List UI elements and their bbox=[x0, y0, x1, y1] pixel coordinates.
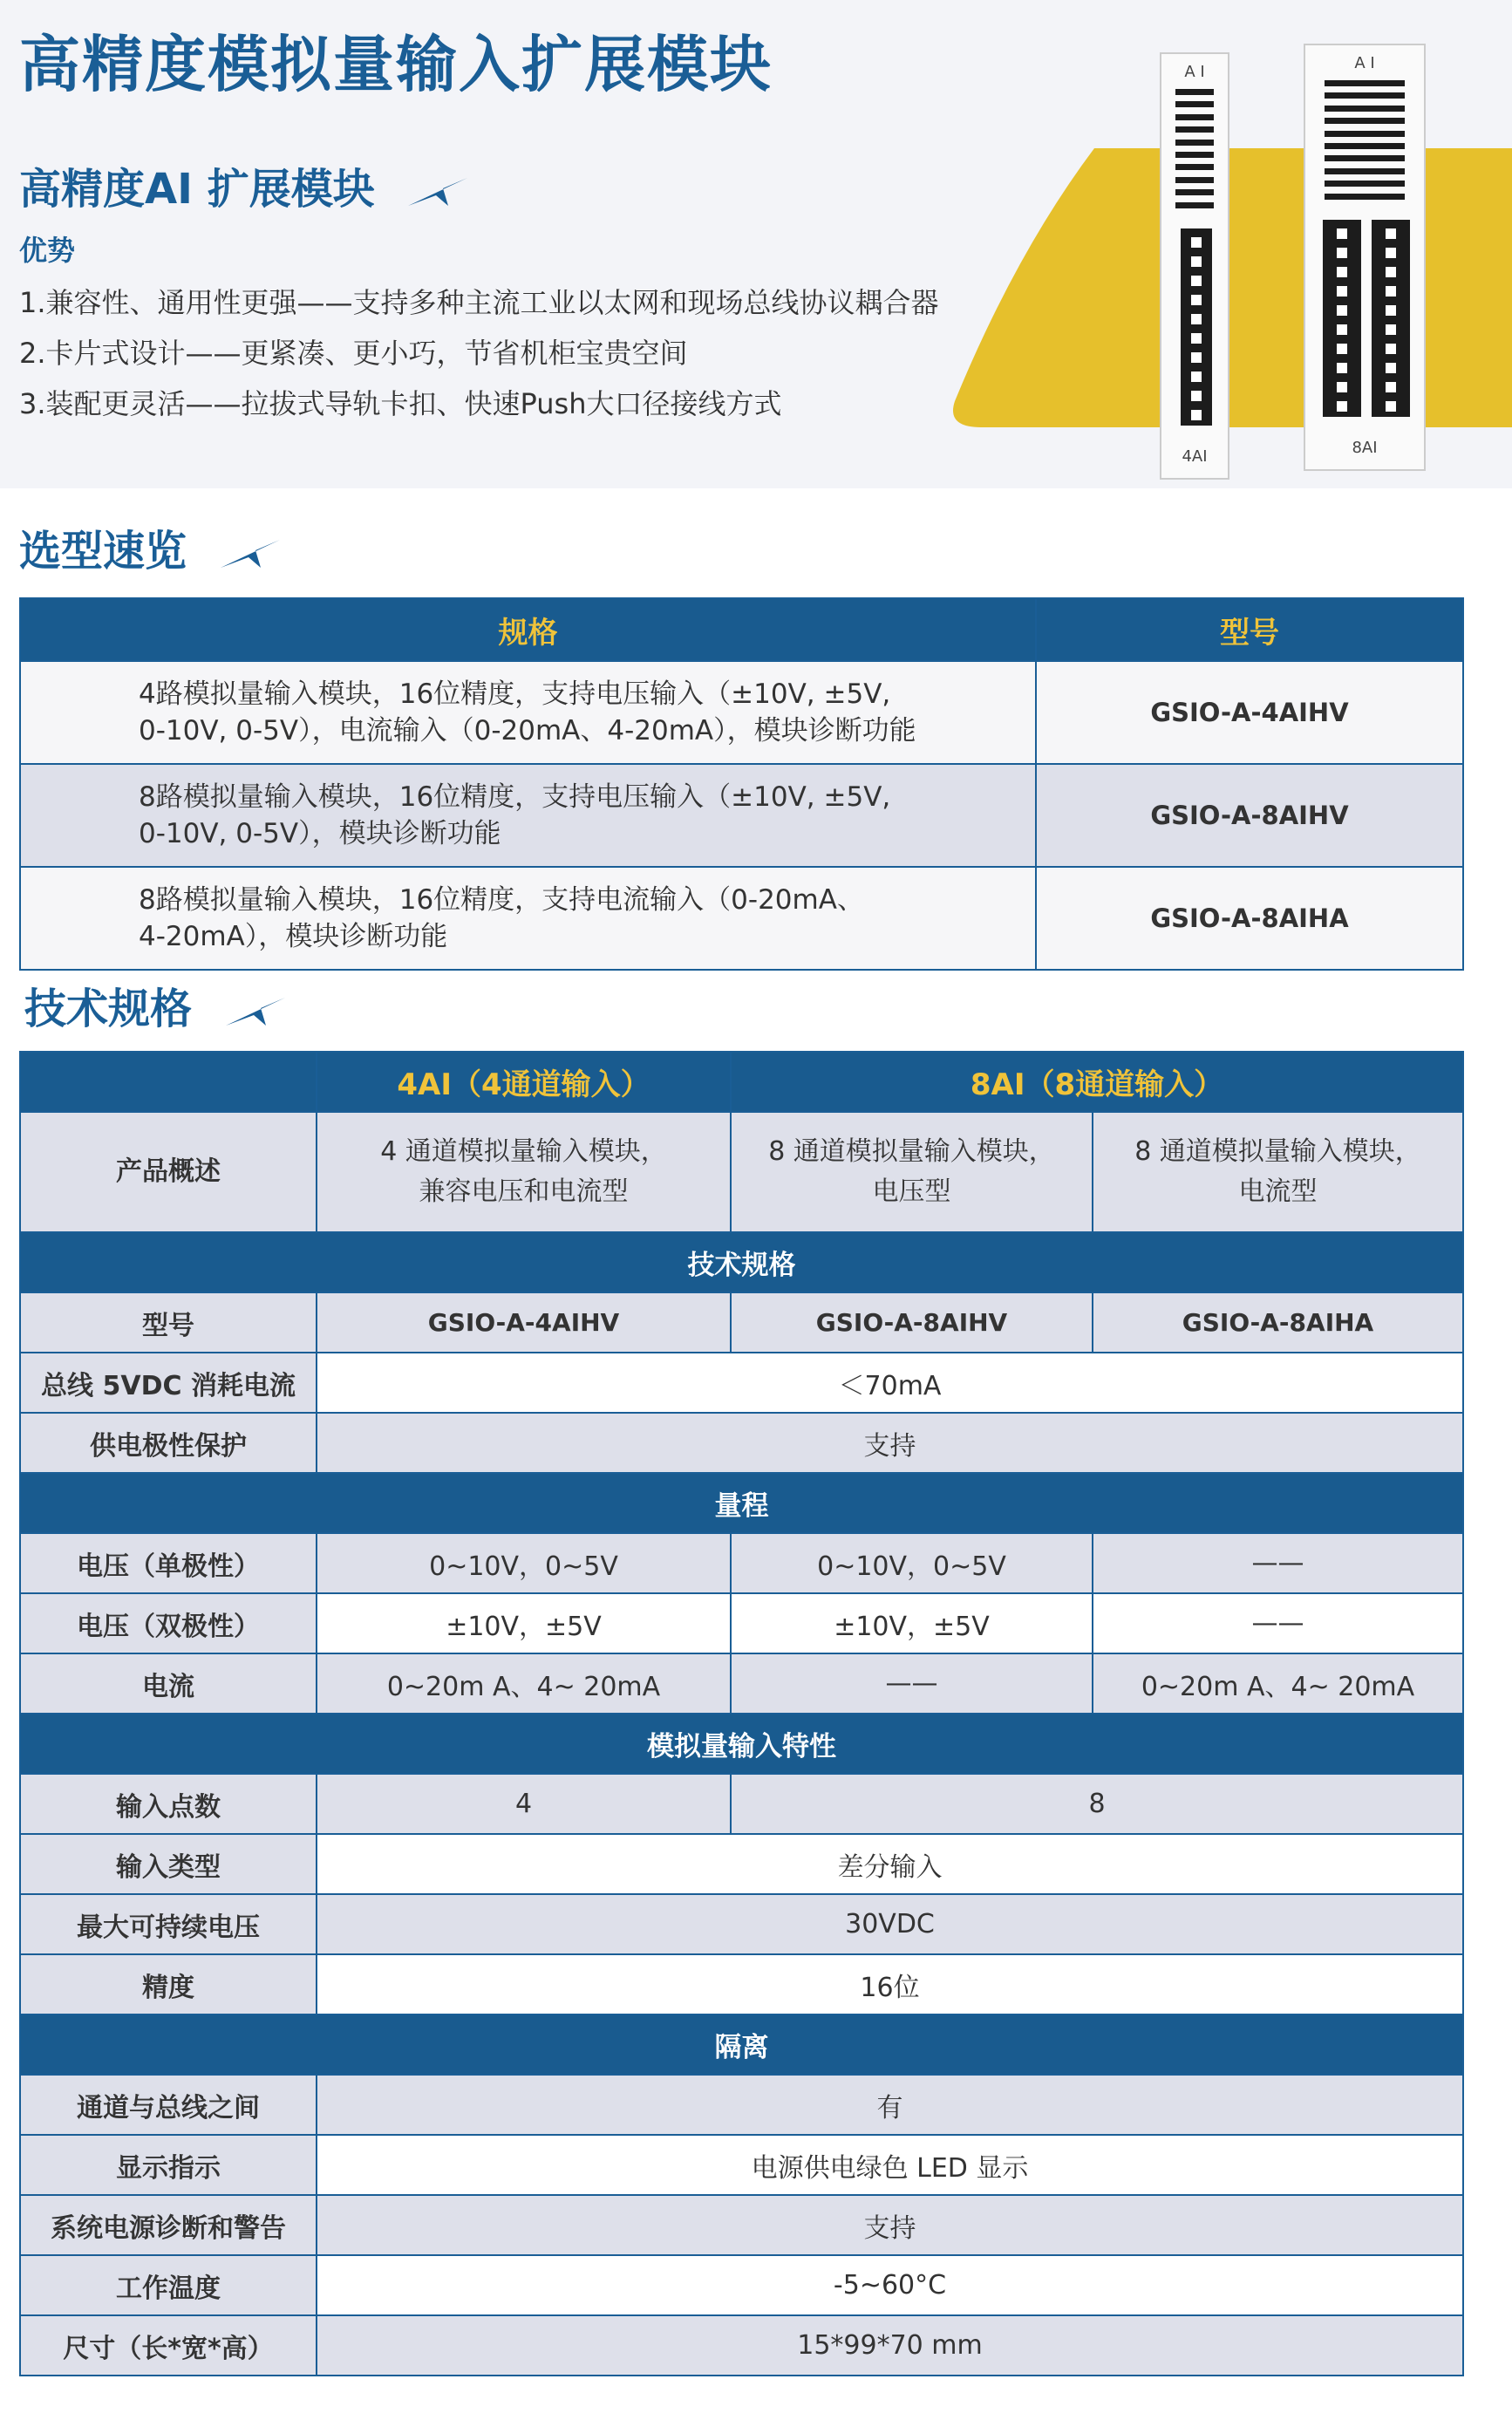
column-header-4ai: 4AI（4通道输入） bbox=[317, 1052, 731, 1112]
section-header-row bbox=[20, 1473, 1463, 1533]
tech-heading-text: 技术规格 bbox=[24, 985, 193, 1033]
table-row bbox=[20, 1894, 1463, 1954]
section-header-row bbox=[20, 1232, 1463, 1292]
section-header-row bbox=[20, 2014, 1463, 2075]
table-row bbox=[20, 1593, 1463, 1653]
module-header-label: A I bbox=[1354, 54, 1375, 72]
terminal-block bbox=[1372, 220, 1410, 417]
row-label: 输入类型 bbox=[20, 1834, 317, 1894]
led-strip bbox=[1175, 89, 1214, 211]
table-cell: 30VDC bbox=[317, 1894, 1463, 1954]
table-header-row bbox=[20, 598, 1463, 661]
table-header-row bbox=[20, 1052, 1463, 1112]
table-cell bbox=[1093, 1112, 1463, 1232]
table-cell: 16位 bbox=[317, 1954, 1463, 2014]
spec-line: 0-10V, 0-5V），电流输入（0-20mA、4-20mA），模块诊断功能 bbox=[139, 715, 916, 746]
row-label: 电流 bbox=[20, 1653, 317, 1714]
section-header: 量程 bbox=[20, 1473, 1463, 1533]
ai-module-heading-text: 高精度AI 扩展模块 bbox=[19, 165, 375, 214]
header-blank-cell bbox=[20, 1052, 317, 1112]
section-header: 模拟量输入特性 bbox=[20, 1714, 1463, 1774]
row-label: 供电极性保护 bbox=[20, 1413, 317, 1473]
table-cell: ±10V，±5V bbox=[317, 1593, 731, 1653]
table-cell: 有 bbox=[317, 2075, 1463, 2135]
spec-line: 8路模拟量输入模块，16位精度，支持电流输入（0-20mA、 bbox=[139, 884, 864, 916]
section-header-row bbox=[20, 1714, 1463, 1774]
table-cell: —— bbox=[731, 1653, 1093, 1714]
table-row bbox=[20, 2315, 1463, 2376]
table-cell: 支持 bbox=[317, 1413, 1463, 1473]
cell-line: 8 通道模拟量输入模块， bbox=[768, 1136, 1055, 1167]
section-header: 技术规格 bbox=[20, 1232, 1463, 1292]
table-cell: 0~10V，0~5V bbox=[731, 1533, 1093, 1593]
row-label: 电压（双极性） bbox=[20, 1593, 317, 1653]
led-strip bbox=[1325, 80, 1405, 202]
row-label: 显示指示 bbox=[20, 2135, 317, 2195]
row-label: 电压（单极性） bbox=[20, 1533, 317, 1593]
spec-line: 8路模拟量输入模块，16位精度，支持电压输入（±10V, ±5V, bbox=[139, 781, 891, 813]
arrow-icon bbox=[405, 174, 471, 209]
cell-line: 兼容电压和电流型 bbox=[419, 1176, 629, 1207]
row-label: 型号 bbox=[20, 1292, 317, 1353]
table-cell: 0~20m A、4~ 20mA bbox=[317, 1653, 731, 1714]
table-row bbox=[20, 867, 1463, 970]
table-row bbox=[20, 1292, 1463, 1353]
table-cell: —— bbox=[1093, 1593, 1463, 1653]
section-header: 隔离 bbox=[20, 2014, 1463, 2075]
table-cell bbox=[731, 1112, 1093, 1232]
terminal-block bbox=[1323, 220, 1361, 417]
arrow-icon bbox=[222, 994, 289, 1029]
table-cell: 8 bbox=[731, 1774, 1463, 1834]
table-row bbox=[20, 661, 1463, 764]
tech-heading bbox=[24, 975, 289, 1035]
terminal-block bbox=[1181, 228, 1212, 426]
cell-line: 8 通道模拟量输入模块， bbox=[1134, 1136, 1421, 1167]
product-image-8ai bbox=[1304, 44, 1426, 471]
table-row bbox=[20, 1954, 1463, 2014]
module-header-label: A I bbox=[1184, 63, 1205, 81]
table-row bbox=[20, 2075, 1463, 2135]
table-cell: 0~20m A、4~ 20mA bbox=[1093, 1653, 1463, 1714]
cell-line: 电压型 bbox=[872, 1176, 951, 1207]
row-label: 工作温度 bbox=[20, 2255, 317, 2315]
cell-line: 电流型 bbox=[1238, 1176, 1318, 1207]
module-footer-label: 8AI bbox=[1352, 439, 1378, 457]
model-cell: GSIO-A-8AIHA bbox=[1036, 867, 1463, 970]
tech-spec-table bbox=[19, 1051, 1464, 2376]
advantages-label: 优势 bbox=[19, 234, 76, 267]
selection-heading bbox=[19, 517, 283, 577]
row-label: 总线 5VDC 消耗电流 bbox=[20, 1353, 317, 1413]
spec-line: 0-10V, 0-5V），模块诊断功能 bbox=[139, 818, 501, 849]
spec-line: 4-20mA），模块诊断功能 bbox=[139, 921, 448, 952]
table-row bbox=[20, 764, 1463, 867]
row-label: 尺寸（长*宽*高） bbox=[20, 2315, 317, 2376]
page-title: 高精度模拟量输入扩展模块 bbox=[19, 29, 773, 100]
table-row bbox=[20, 2255, 1463, 2315]
table-row bbox=[20, 2135, 1463, 2195]
table-cell: GSIO-A-8AIHV bbox=[731, 1292, 1093, 1353]
spec-line: 4路模拟量输入模块，16位精度，支持电压输入（±10V, ±5V, bbox=[139, 678, 891, 710]
table-row bbox=[20, 1834, 1463, 1894]
arrow-icon bbox=[217, 536, 283, 571]
product-image-4ai bbox=[1160, 52, 1229, 480]
row-label: 产品概述 bbox=[20, 1112, 317, 1232]
table-row bbox=[20, 1112, 1463, 1232]
table-cell: GSIO-A-4AIHV bbox=[317, 1292, 731, 1353]
table-row bbox=[20, 1774, 1463, 1834]
selection-table bbox=[19, 597, 1464, 971]
selection-heading-text: 选型速览 bbox=[19, 527, 187, 576]
table-row bbox=[20, 2195, 1463, 2255]
column-header-spec: 规格 bbox=[20, 598, 1036, 661]
model-cell: GSIO-A-8AIHV bbox=[1036, 764, 1463, 867]
spec-cell bbox=[20, 867, 1036, 970]
advantage-item: 3.装配更灵活——拉拔式导轨卡扣、快速Push大口径接线方式 bbox=[19, 387, 782, 420]
spec-cell bbox=[20, 661, 1036, 764]
advantage-item: 2.卡片式设计——更紧凑、更小巧，节省机柜宝贵空间 bbox=[19, 337, 688, 370]
hero-section bbox=[0, 0, 1512, 488]
table-row bbox=[20, 1533, 1463, 1593]
table-row bbox=[20, 1413, 1463, 1473]
column-header-model: 型号 bbox=[1036, 598, 1463, 661]
table-cell: 电源供电绿色 LED 显示 bbox=[317, 2135, 1463, 2195]
row-label: 通道与总线之间 bbox=[20, 2075, 317, 2135]
spec-cell bbox=[20, 764, 1036, 867]
column-header-8ai: 8AI（8通道输入） bbox=[731, 1052, 1463, 1112]
row-label: 最大可持续电压 bbox=[20, 1894, 317, 1954]
ai-module-heading bbox=[19, 155, 471, 215]
row-label: 系统电源诊断和警告 bbox=[20, 2195, 317, 2255]
table-cell: ±10V，±5V bbox=[731, 1593, 1093, 1653]
table-cell: 15*99*70 mm bbox=[317, 2315, 1463, 2376]
table-cell: 支持 bbox=[317, 2195, 1463, 2255]
row-label: 精度 bbox=[20, 1954, 317, 2014]
model-cell: GSIO-A-4AIHV bbox=[1036, 661, 1463, 764]
table-cell: 差分输入 bbox=[317, 1834, 1463, 1894]
cell-line: 4 通道模拟量输入模块， bbox=[380, 1136, 667, 1167]
advantage-item: 1.兼容性、通用性更强——支持多种主流工业以太网和现场总线协议耦合器 bbox=[19, 286, 939, 319]
row-label: 输入点数 bbox=[20, 1774, 317, 1834]
table-row bbox=[20, 1653, 1463, 1714]
table-cell: -5~60°C bbox=[317, 2255, 1463, 2315]
table-cell bbox=[317, 1112, 731, 1232]
module-footer-label: 4AI bbox=[1182, 447, 1208, 466]
table-cell: ＜70mA bbox=[317, 1353, 1463, 1413]
table-cell: —— bbox=[1093, 1533, 1463, 1593]
table-cell: 0~10V，0~5V bbox=[317, 1533, 731, 1593]
table-cell: GSIO-A-8AIHA bbox=[1093, 1292, 1463, 1353]
table-row bbox=[20, 1353, 1463, 1413]
table-cell: 4 bbox=[317, 1774, 731, 1834]
